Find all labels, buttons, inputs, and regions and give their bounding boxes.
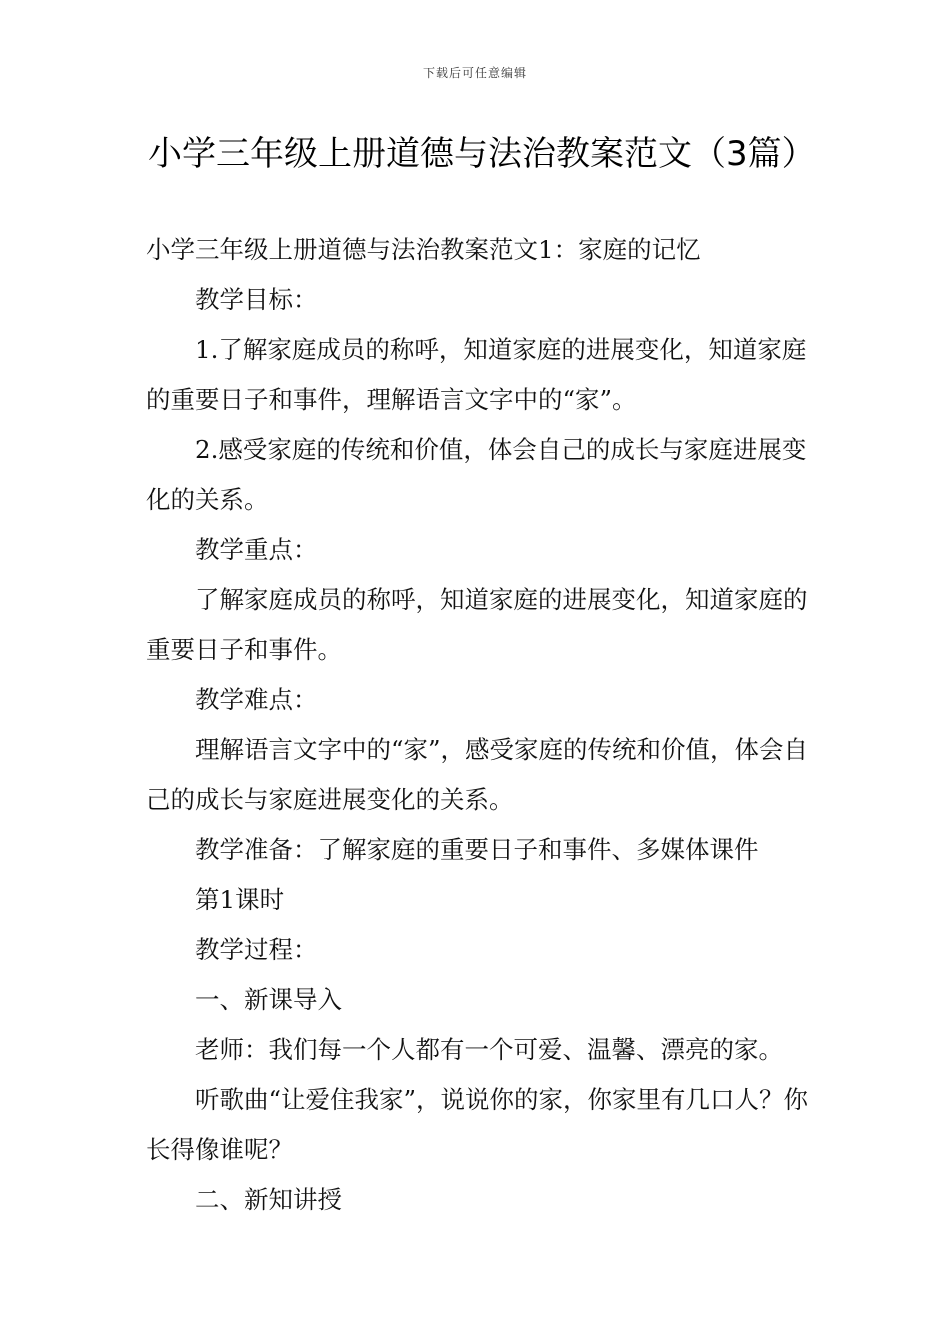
header-note: 下载后可任意编辑 xyxy=(422,66,527,80)
body-paragraph: 第1课时 xyxy=(195,885,285,914)
body-paragraph: 听歌曲“让爱住我家”，说说你的家，你家里有几口人？你长得像谁呢？ xyxy=(146,1085,809,1164)
body-paragraph: 老师：我们每一个人都有一个可爱、温馨、漂亮的家。 xyxy=(195,1035,783,1064)
body-paragraph: 二、新知讲授 xyxy=(195,1185,342,1214)
body-paragraph: 教学重点： xyxy=(195,535,318,564)
body-paragraph: 教学目标： xyxy=(195,285,318,314)
body-paragraph: 教学准备：了解家庭的重要日子和事件、多媒体课件 xyxy=(195,835,759,864)
body-paragraph: 一、新课导入 xyxy=(195,985,342,1014)
body-paragraph: 教学过程： xyxy=(195,935,318,964)
body-paragraph: 2.感受家庭的传统和价值，体会自己的成长与家庭进展变化的关系。 xyxy=(146,435,807,514)
body-paragraph: 教学难点： xyxy=(195,685,318,714)
body-paragraph: 理解语言文字中的“家”，感受家庭的传统和价值，体会自己的成长与家庭进展变化的关系。 xyxy=(146,735,809,814)
document-body xyxy=(146,225,810,1225)
document-title: 小学三年级上册道德与法治教案范文（3篇） xyxy=(148,134,816,174)
body-paragraph: 1.了解家庭成员的称呼，知道家庭的进展变化，知道家庭的重要日子和事件，理解语言文字中的“家”。 xyxy=(146,335,807,414)
body-paragraph: 小学三年级上册道德与法治教案范文1：家庭的记忆 xyxy=(146,235,701,264)
body-paragraph: 了解家庭成员的称呼，知道家庭的进展变化，知道家庭的重要日子和事件。 xyxy=(146,585,808,664)
